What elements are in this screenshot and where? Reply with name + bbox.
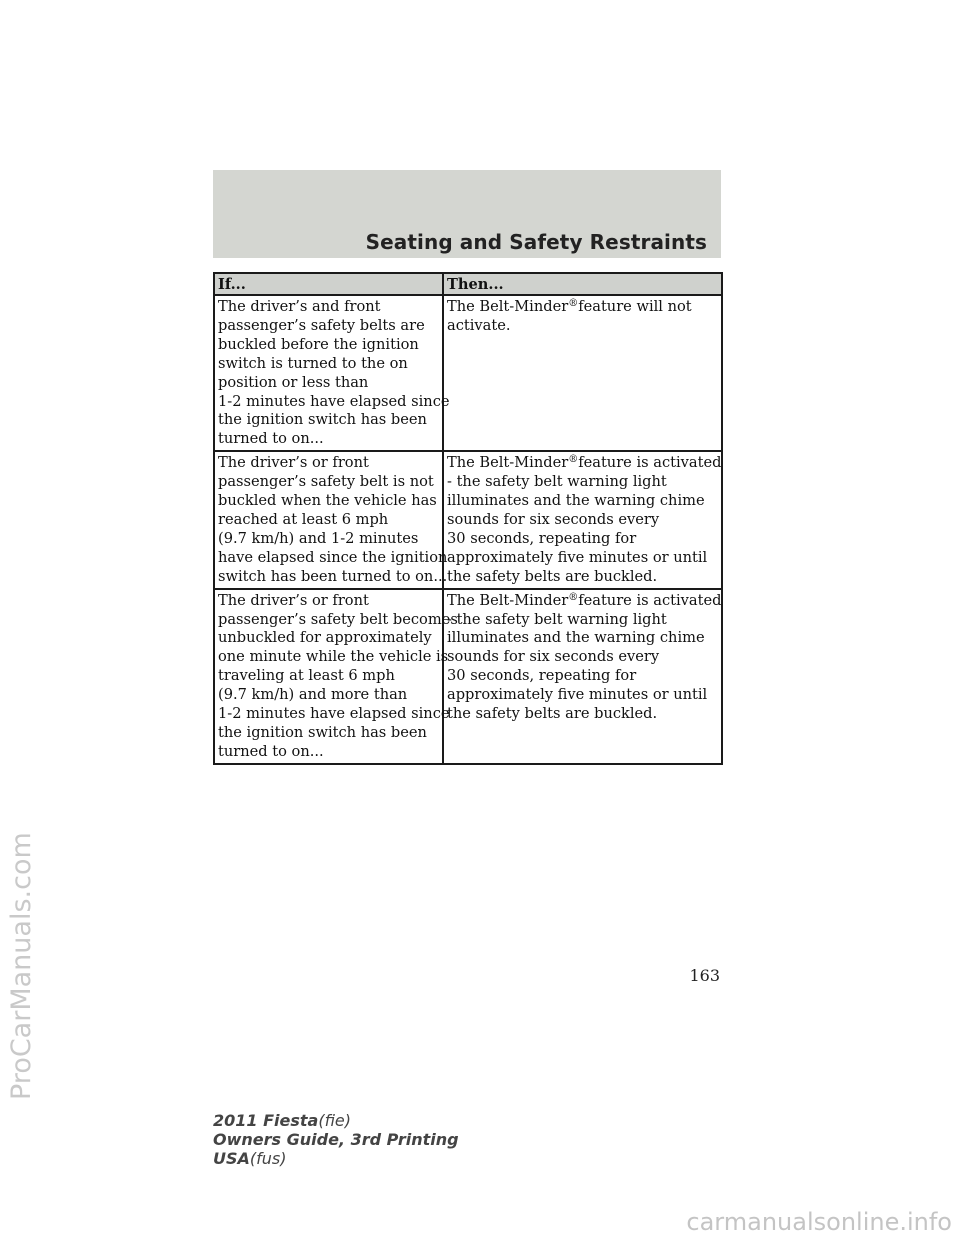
result-line: the safety belts are buckled.: [447, 705, 658, 723]
condition-line: turned to on...: [218, 742, 324, 760]
footer-model-line: [213, 1111, 459, 1130]
if-then-table: [213, 272, 723, 765]
registered-mark: ®: [568, 298, 579, 309]
condition-line: (9.7 km/h) and more than: [218, 686, 408, 704]
condition-line: The driver’s and front: [218, 298, 381, 315]
condition-line: turned to on...: [218, 430, 324, 448]
result-first-text: feature is activated: [578, 454, 722, 472]
condition-line: position or less than: [218, 373, 369, 391]
result-line: approximately five minutes or until: [447, 686, 708, 704]
table-row: [214, 295, 722, 451]
footer-market-line: [213, 1149, 459, 1168]
condition-line: reached at least 6 mph: [218, 510, 389, 528]
result-first-text: feature is activated: [578, 591, 722, 609]
condition-line: passenger’s safety belts are: [218, 316, 425, 334]
registered-mark: ®: [568, 454, 579, 466]
bottom-watermark: carmanualsonline.info: [686, 1208, 952, 1236]
footer-model: 2011 Fiesta: [213, 1111, 319, 1130]
condition-line: (9.7 km/h) and 1-2 minutes: [218, 529, 419, 547]
condition-line: switch has been turned to on...: [218, 567, 448, 585]
condition-line: passenger’s safety belt is not: [218, 473, 434, 491]
section-header-band: [213, 170, 721, 258]
condition-line: switch is turned to the on: [218, 354, 408, 372]
footer: [213, 1111, 459, 1168]
result-cell: [443, 451, 722, 588]
footer-model-code: (fie): [318, 1111, 352, 1130]
registered-mark: ®: [568, 591, 579, 603]
table-header-row: [214, 273, 722, 295]
result-line: sounds for six seconds every: [447, 510, 660, 528]
footer-market: USA: [213, 1149, 250, 1168]
condition-line: the ignition switch has been: [218, 723, 427, 741]
result-line: 30 seconds, repeating for: [447, 667, 637, 685]
feature-name: The Belt-Minder: [447, 454, 569, 472]
section-title: Seating and Safety Restraints: [365, 230, 707, 254]
footer-market-code: (fus): [249, 1149, 287, 1168]
result-first-text: feature will not: [578, 298, 692, 315]
condition-line: 1-2 minutes have elapsed since: [218, 705, 450, 723]
condition-line: have elapsed since the ignition: [218, 548, 448, 566]
result-cell: [443, 295, 722, 451]
feature-name: The Belt-Minder: [447, 591, 569, 609]
condition-line: traveling at least 6 mph: [218, 667, 395, 685]
result-line: illuminates and the warning chime: [447, 492, 705, 510]
condition-line: passenger’s safety belt becomes: [218, 610, 458, 628]
footer-guide: Owners Guide, 3rd Printing: [213, 1130, 459, 1149]
condition-cell: [214, 295, 450, 451]
result-line: approximately five minutes or until: [447, 548, 708, 566]
condition-line: unbuckled for approximately: [218, 629, 432, 647]
table-row: [214, 589, 722, 764]
feature-name: The Belt-Minder: [447, 298, 569, 315]
result-line: - the safety belt warning light: [447, 610, 667, 628]
result-line: - the safety belt warning light: [447, 473, 667, 491]
condition-line: The driver’s or front: [218, 454, 369, 472]
result-cell: [443, 589, 722, 764]
result-line: activate.: [447, 316, 511, 334]
result-first-line: [447, 454, 722, 473]
result-first-line: [447, 591, 722, 611]
result-line: sounds for six seconds every: [447, 648, 660, 666]
condition-cell: [214, 589, 458, 764]
condition-line: buckled when the vehicle has: [218, 492, 437, 510]
table-row: [214, 451, 722, 588]
condition-cell: [214, 451, 448, 588]
side-watermark: ProCarManuals.com: [6, 832, 37, 1100]
condition-line: the ignition switch has been: [218, 411, 427, 429]
condition-line: 1-2 minutes have elapsed since: [218, 392, 450, 410]
result-line: illuminates and the warning chime: [447, 629, 705, 647]
result-first-line: [447, 298, 718, 317]
condition-line: The driver’s or front: [218, 591, 369, 609]
page-number: 163: [689, 966, 720, 985]
header-if: If...: [214, 273, 443, 295]
table-body: [214, 295, 722, 764]
condition-line: one minute while the vehicle is: [218, 648, 449, 666]
result-line: 30 seconds, repeating for: [447, 529, 637, 547]
header-then: Then...: [443, 273, 722, 295]
condition-line: buckled before the ignition: [218, 335, 419, 353]
result-line: the safety belts are buckled.: [447, 567, 658, 585]
